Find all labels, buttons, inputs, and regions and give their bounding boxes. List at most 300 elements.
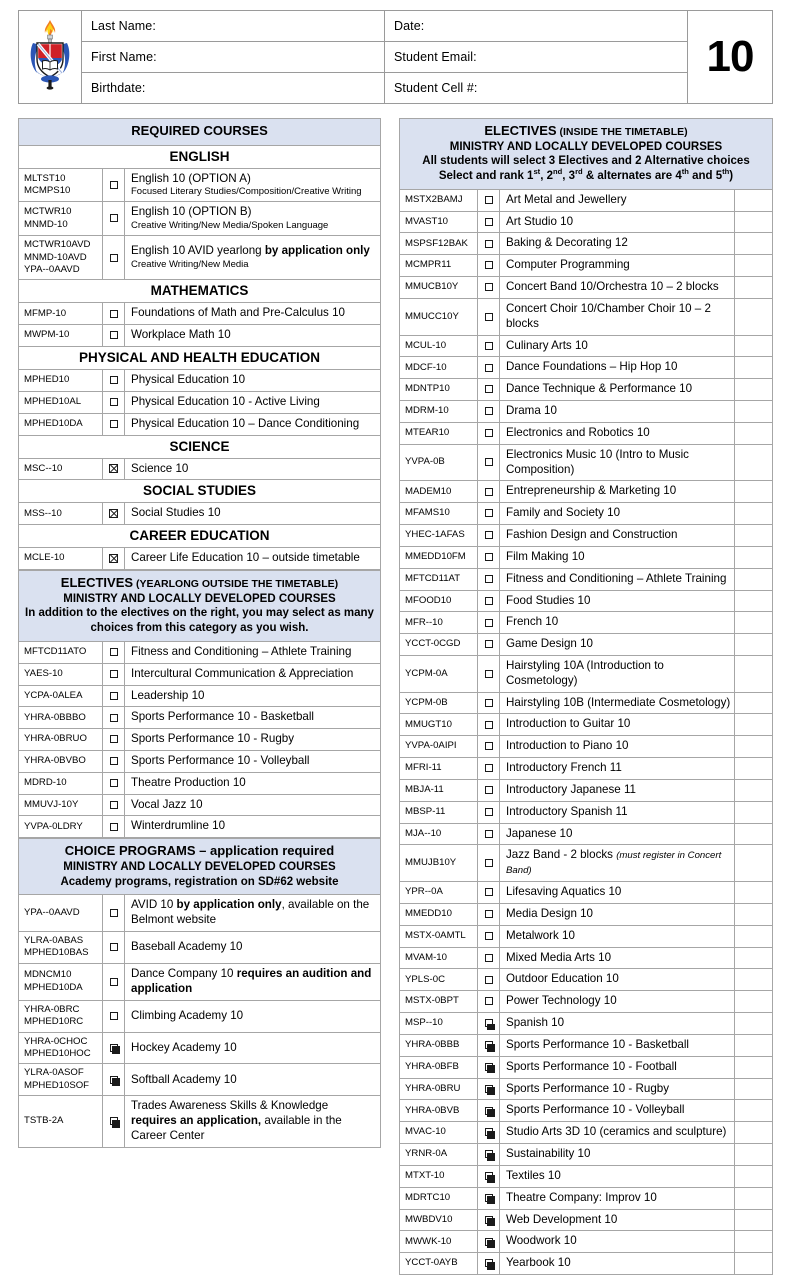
course-checkbox-cell[interactable] bbox=[478, 1078, 500, 1100]
course-checkbox-cell[interactable] bbox=[478, 211, 500, 233]
course-row[interactable] bbox=[400, 255, 773, 277]
checkbox-empty[interactable] bbox=[110, 970, 118, 993]
course-checkbox-cell[interactable] bbox=[103, 458, 125, 480]
course-checkbox-cell[interactable] bbox=[103, 370, 125, 392]
course-checkbox-cell[interactable] bbox=[478, 1056, 500, 1078]
course-row[interactable] bbox=[400, 823, 773, 845]
course-checkbox-cell[interactable] bbox=[103, 1096, 125, 1147]
course-row[interactable] bbox=[400, 357, 773, 379]
checkbox-empty[interactable] bbox=[485, 757, 493, 780]
course-row[interactable] bbox=[400, 546, 773, 568]
course-row[interactable] bbox=[19, 750, 381, 772]
checkbox-empty[interactable] bbox=[485, 232, 493, 255]
course-checkbox-cell[interactable] bbox=[478, 823, 500, 845]
course-code: MBSP-11 bbox=[400, 801, 478, 823]
course-checkbox-cell[interactable] bbox=[478, 801, 500, 823]
course-code: MDNTP10 bbox=[400, 379, 478, 401]
student-cell-label: Student Cell #: bbox=[385, 73, 688, 104]
checkbox-checked[interactable] bbox=[109, 547, 118, 570]
course-row[interactable] bbox=[19, 932, 381, 964]
course-rank-cell[interactable] bbox=[734, 1165, 772, 1187]
course-rank-cell[interactable] bbox=[734, 444, 772, 481]
course-checkbox-cell[interactable] bbox=[478, 277, 500, 299]
checkbox-empty[interactable] bbox=[485, 881, 493, 904]
course-checkbox-cell[interactable] bbox=[478, 634, 500, 656]
checkbox-empty[interactable] bbox=[485, 1055, 493, 1078]
course-checkbox-cell[interactable] bbox=[478, 845, 500, 882]
course-code: YHEC-1AFAS bbox=[400, 525, 478, 547]
course-row[interactable] bbox=[400, 714, 773, 736]
course-code: MMUJB10Y bbox=[400, 845, 478, 882]
course-row[interactable] bbox=[19, 236, 381, 280]
course-title: Media Design 10 bbox=[500, 903, 735, 925]
course-rank-cell[interactable] bbox=[734, 525, 772, 547]
course-rank-cell[interactable] bbox=[734, 298, 772, 335]
course-row[interactable] bbox=[400, 379, 773, 401]
checkbox-empty[interactable] bbox=[110, 901, 118, 924]
course-checkbox-cell[interactable] bbox=[478, 1209, 500, 1231]
course-code: MLTST10 MCMPS10 bbox=[19, 168, 103, 202]
checkbox-empty[interactable] bbox=[485, 421, 493, 444]
course-row[interactable] bbox=[19, 663, 381, 685]
checkbox-empty[interactable] bbox=[485, 691, 493, 714]
course-rank-cell[interactable] bbox=[734, 1034, 772, 1056]
course-rank-cell[interactable] bbox=[734, 1078, 772, 1100]
checkbox-empty[interactable] bbox=[485, 589, 493, 612]
course-checkbox-cell[interactable] bbox=[103, 236, 125, 280]
checkbox-empty[interactable] bbox=[485, 1186, 493, 1209]
course-row[interactable] bbox=[19, 503, 381, 525]
section-header-row bbox=[19, 435, 381, 458]
course-row[interactable] bbox=[400, 211, 773, 233]
checkbox-empty[interactable] bbox=[110, 935, 118, 958]
course-title: Dance Foundations – Hip Hop 10 bbox=[500, 357, 735, 379]
course-row[interactable] bbox=[400, 335, 773, 357]
checkbox-empty[interactable] bbox=[485, 523, 493, 546]
course-rank-cell[interactable] bbox=[734, 1253, 772, 1275]
checkbox-empty[interactable] bbox=[485, 946, 493, 969]
course-row[interactable] bbox=[400, 801, 773, 823]
course-rank-cell[interactable] bbox=[734, 612, 772, 634]
course-checkbox-cell[interactable] bbox=[478, 481, 500, 503]
checkbox-empty[interactable] bbox=[110, 815, 118, 838]
course-rank-cell[interactable] bbox=[734, 845, 772, 882]
course-checkbox-cell[interactable] bbox=[478, 1187, 500, 1209]
checkbox-empty[interactable] bbox=[485, 778, 493, 801]
course-row[interactable] bbox=[400, 903, 773, 925]
course-row[interactable] bbox=[19, 707, 381, 729]
course-checkbox-cell[interactable] bbox=[103, 963, 125, 1000]
course-checkbox-cell[interactable] bbox=[103, 303, 125, 325]
course-rank-cell[interactable] bbox=[734, 634, 772, 656]
course-checkbox-cell[interactable] bbox=[478, 298, 500, 335]
checkbox-empty[interactable] bbox=[485, 990, 493, 1013]
course-row[interactable] bbox=[400, 882, 773, 904]
checkbox-empty[interactable] bbox=[485, 480, 493, 503]
checkbox-empty[interactable] bbox=[485, 800, 493, 823]
course-rank-cell[interactable] bbox=[734, 903, 772, 925]
course-row[interactable] bbox=[400, 1122, 773, 1144]
checkbox-empty[interactable] bbox=[485, 378, 493, 401]
course-code: MDRTC10 bbox=[400, 1187, 478, 1209]
checkbox-empty[interactable] bbox=[110, 684, 118, 707]
course-checkbox-cell[interactable] bbox=[103, 641, 125, 663]
course-row[interactable] bbox=[19, 794, 381, 816]
course-rank-cell[interactable] bbox=[734, 379, 772, 401]
course-rank-cell[interactable] bbox=[734, 255, 772, 277]
checkbox-empty[interactable] bbox=[110, 1110, 118, 1133]
course-checkbox-cell[interactable] bbox=[103, 168, 125, 202]
checkbox-empty[interactable] bbox=[110, 662, 118, 685]
checkbox-empty[interactable] bbox=[485, 1011, 493, 1034]
checkbox-empty[interactable] bbox=[110, 706, 118, 729]
checkbox-empty[interactable] bbox=[485, 545, 493, 568]
course-row[interactable] bbox=[19, 729, 381, 751]
course-rank-cell[interactable] bbox=[734, 1013, 772, 1035]
course-row[interactable] bbox=[400, 656, 773, 693]
course-rank-cell[interactable] bbox=[734, 277, 772, 299]
course-checkbox-cell[interactable] bbox=[103, 202, 125, 236]
checkbox-empty[interactable] bbox=[110, 369, 118, 392]
course-rank-cell[interactable] bbox=[734, 481, 772, 503]
course-row[interactable] bbox=[400, 401, 773, 423]
course-row[interactable] bbox=[400, 525, 773, 547]
course-checkbox-cell[interactable] bbox=[478, 1100, 500, 1122]
checkbox-empty[interactable] bbox=[110, 640, 118, 663]
course-row[interactable] bbox=[19, 963, 381, 1000]
checkbox-empty[interactable] bbox=[485, 851, 493, 874]
course-rank-cell[interactable] bbox=[734, 1144, 772, 1166]
course-checkbox-cell[interactable] bbox=[478, 379, 500, 401]
course-checkbox-cell[interactable] bbox=[478, 503, 500, 525]
checkbox-empty[interactable] bbox=[110, 1068, 118, 1091]
course-rank-cell[interactable] bbox=[734, 969, 772, 991]
course-row[interactable] bbox=[19, 413, 381, 435]
course-row[interactable] bbox=[19, 1064, 381, 1096]
course-checkbox-cell[interactable] bbox=[103, 1064, 125, 1096]
course-row[interactable] bbox=[400, 422, 773, 444]
checkbox-empty[interactable] bbox=[485, 1164, 493, 1187]
checkbox-empty[interactable] bbox=[485, 1142, 493, 1165]
checkbox-empty[interactable] bbox=[110, 1036, 118, 1059]
course-rank-cell[interactable] bbox=[734, 233, 772, 255]
course-checkbox-cell[interactable] bbox=[103, 663, 125, 685]
course-checkbox-cell[interactable] bbox=[103, 325, 125, 347]
course-row[interactable] bbox=[400, 947, 773, 969]
course-rank-cell[interactable] bbox=[734, 823, 772, 845]
checkbox-empty[interactable] bbox=[485, 567, 493, 590]
checkbox-empty[interactable] bbox=[110, 207, 118, 230]
course-row[interactable] bbox=[19, 1032, 381, 1064]
course-checkbox-cell[interactable] bbox=[478, 758, 500, 780]
course-row[interactable] bbox=[400, 758, 773, 780]
course-checkbox-cell[interactable] bbox=[478, 736, 500, 758]
course-rank-cell[interactable] bbox=[734, 714, 772, 736]
course-rank-cell[interactable] bbox=[734, 1231, 772, 1253]
checkbox-empty[interactable] bbox=[485, 356, 493, 379]
course-title: Art Studio 10 bbox=[500, 211, 735, 233]
course-rank-cell[interactable] bbox=[734, 947, 772, 969]
course-checkbox-cell[interactable] bbox=[478, 714, 500, 736]
course-rank-cell[interactable] bbox=[734, 503, 772, 525]
checkbox-empty[interactable] bbox=[485, 1077, 493, 1100]
checkbox-empty[interactable] bbox=[110, 771, 118, 794]
course-checkbox-cell[interactable] bbox=[478, 1013, 500, 1035]
course-checkbox-cell[interactable] bbox=[478, 1231, 500, 1253]
course-checkbox-cell[interactable] bbox=[478, 903, 500, 925]
course-code: MPHED10 bbox=[19, 370, 103, 392]
course-checkbox-cell[interactable] bbox=[478, 947, 500, 969]
course-row[interactable] bbox=[400, 444, 773, 481]
course-row[interactable] bbox=[400, 925, 773, 947]
course-checkbox-cell[interactable] bbox=[103, 816, 125, 838]
course-rank-cell[interactable] bbox=[734, 590, 772, 612]
course-checkbox-cell[interactable] bbox=[478, 1122, 500, 1144]
course-checkbox-cell[interactable] bbox=[103, 932, 125, 964]
course-row[interactable] bbox=[19, 325, 381, 347]
course-checkbox-cell[interactable] bbox=[103, 772, 125, 794]
course-checkbox-cell[interactable] bbox=[478, 189, 500, 211]
course-checkbox-cell[interactable] bbox=[103, 1032, 125, 1064]
course-row[interactable] bbox=[19, 895, 381, 932]
checkbox-empty[interactable] bbox=[110, 390, 118, 413]
checkbox-empty[interactable] bbox=[110, 793, 118, 816]
checkbox-empty[interactable] bbox=[485, 1252, 493, 1275]
course-code: TSTB-2A bbox=[19, 1096, 103, 1147]
course-checkbox-cell[interactable] bbox=[478, 779, 500, 801]
checkbox-empty[interactable] bbox=[485, 254, 493, 277]
course-code: YCPM-0A bbox=[400, 656, 478, 693]
course-checkbox-cell[interactable] bbox=[478, 525, 500, 547]
course-row[interactable] bbox=[400, 736, 773, 758]
checkbox-empty[interactable] bbox=[485, 502, 493, 525]
course-rank-cell[interactable] bbox=[734, 211, 772, 233]
course-row[interactable] bbox=[400, 1100, 773, 1122]
course-rank-cell[interactable] bbox=[734, 1100, 772, 1122]
course-rank-cell[interactable] bbox=[734, 779, 772, 801]
course-code: MTXT-10 bbox=[400, 1165, 478, 1187]
required-courses-body bbox=[19, 119, 381, 146]
course-row[interactable] bbox=[19, 168, 381, 202]
course-checkbox-cell[interactable] bbox=[478, 692, 500, 714]
checkbox-checked[interactable] bbox=[109, 457, 118, 480]
checkbox-empty[interactable] bbox=[485, 1033, 493, 1056]
course-title: Science 10 bbox=[125, 458, 381, 480]
course-checkbox-cell[interactable] bbox=[478, 991, 500, 1013]
birthdate-label: Birthdate: bbox=[82, 73, 385, 104]
checkbox-empty[interactable] bbox=[485, 968, 493, 991]
course-row[interactable] bbox=[19, 641, 381, 663]
course-checkbox-cell[interactable] bbox=[103, 685, 125, 707]
checkbox-empty[interactable] bbox=[485, 735, 493, 758]
course-rank-cell[interactable] bbox=[734, 801, 772, 823]
course-row[interactable] bbox=[19, 202, 381, 236]
course-checkbox-cell[interactable] bbox=[103, 707, 125, 729]
course-checkbox-cell[interactable] bbox=[478, 925, 500, 947]
course-code: YHRA-0CHOC MPHED10HOC bbox=[19, 1032, 103, 1064]
course-checkbox-cell[interactable] bbox=[478, 612, 500, 634]
checkbox-empty[interactable] bbox=[485, 662, 493, 685]
course-row[interactable] bbox=[19, 303, 381, 325]
course-rank-cell[interactable] bbox=[734, 1187, 772, 1209]
checkbox-empty[interactable] bbox=[110, 173, 118, 196]
course-rank-cell[interactable] bbox=[734, 925, 772, 947]
course-rank-cell[interactable] bbox=[734, 991, 772, 1013]
checkbox-empty[interactable] bbox=[110, 246, 118, 269]
checkbox-empty[interactable] bbox=[485, 611, 493, 634]
course-row[interactable] bbox=[400, 1034, 773, 1056]
course-checkbox-cell[interactable] bbox=[478, 590, 500, 612]
checkbox-empty[interactable] bbox=[485, 399, 493, 422]
checkbox-empty[interactable] bbox=[485, 188, 493, 211]
course-row[interactable] bbox=[400, 845, 773, 882]
course-row[interactable] bbox=[19, 1000, 381, 1032]
course-row[interactable] bbox=[400, 590, 773, 612]
course-checkbox-cell[interactable] bbox=[478, 335, 500, 357]
course-row[interactable] bbox=[400, 779, 773, 801]
course-checkbox-cell[interactable] bbox=[478, 233, 500, 255]
course-checkbox-cell[interactable] bbox=[103, 729, 125, 751]
checkbox-empty[interactable] bbox=[485, 210, 493, 233]
course-checkbox-cell[interactable] bbox=[478, 1034, 500, 1056]
course-row[interactable] bbox=[19, 391, 381, 413]
course-row[interactable] bbox=[19, 685, 381, 707]
checkbox-empty[interactable] bbox=[485, 902, 493, 925]
course-code: MCTWR10AVD MNMD-10AVD YPA--0AAVD bbox=[19, 236, 103, 280]
course-row[interactable] bbox=[19, 370, 381, 392]
course-row[interactable] bbox=[19, 1096, 381, 1147]
yearlong-electives-line3: In addition to the electives on the right, you may select as many choices from this category as you wish. bbox=[25, 607, 374, 635]
course-row[interactable] bbox=[19, 816, 381, 838]
course-row[interactable] bbox=[400, 1209, 773, 1231]
checkbox-empty[interactable] bbox=[485, 276, 493, 299]
checkbox-empty[interactable] bbox=[110, 728, 118, 751]
checkbox-empty[interactable] bbox=[110, 749, 118, 772]
course-code: YHRA-0BRU bbox=[400, 1078, 478, 1100]
course-checkbox-cell[interactable] bbox=[478, 401, 500, 423]
course-checkbox-cell[interactable] bbox=[103, 895, 125, 932]
course-rank-cell[interactable] bbox=[734, 189, 772, 211]
checkbox-empty[interactable] bbox=[110, 412, 118, 435]
course-rank-cell[interactable] bbox=[734, 656, 772, 693]
course-rank-cell[interactable] bbox=[734, 736, 772, 758]
course-checkbox-cell[interactable] bbox=[103, 750, 125, 772]
course-checkbox-cell[interactable] bbox=[478, 444, 500, 481]
course-code: YHRA-0BBB bbox=[400, 1034, 478, 1056]
course-checkbox-cell[interactable] bbox=[478, 656, 500, 693]
course-code: MCUL-10 bbox=[400, 335, 478, 357]
checkbox-empty[interactable] bbox=[110, 302, 118, 325]
course-row[interactable] bbox=[19, 548, 381, 570]
course-row[interactable] bbox=[400, 1231, 773, 1253]
section-header: ENGLISH bbox=[19, 145, 381, 168]
course-checkbox-cell[interactable] bbox=[103, 794, 125, 816]
course-row[interactable] bbox=[400, 1056, 773, 1078]
course-checkbox-cell[interactable] bbox=[103, 548, 125, 570]
checkbox-empty[interactable] bbox=[110, 324, 118, 347]
course-rank-cell[interactable] bbox=[734, 546, 772, 568]
course-checkbox-cell[interactable] bbox=[103, 1000, 125, 1032]
checkbox-empty[interactable] bbox=[485, 1208, 493, 1231]
course-row[interactable] bbox=[19, 772, 381, 794]
checkbox-empty[interactable] bbox=[485, 1099, 493, 1122]
course-checkbox-cell[interactable] bbox=[478, 969, 500, 991]
course-row[interactable] bbox=[400, 612, 773, 634]
checkbox-empty[interactable] bbox=[485, 713, 493, 736]
course-row[interactable] bbox=[19, 458, 381, 480]
checkbox-empty[interactable] bbox=[485, 334, 493, 357]
course-code: YVPA-0B bbox=[400, 444, 478, 481]
course-checkbox-cell[interactable] bbox=[478, 546, 500, 568]
course-row[interactable] bbox=[400, 189, 773, 211]
course-checkbox-cell[interactable] bbox=[103, 391, 125, 413]
course-checkbox-cell[interactable] bbox=[103, 413, 125, 435]
checkbox-empty[interactable] bbox=[485, 1121, 493, 1144]
course-row[interactable] bbox=[400, 1144, 773, 1166]
course-row[interactable] bbox=[400, 568, 773, 590]
checkbox-empty[interactable] bbox=[485, 822, 493, 845]
course-rank-cell[interactable] bbox=[734, 422, 772, 444]
checkbox-empty[interactable] bbox=[485, 924, 493, 947]
course-code: MVAC-10 bbox=[400, 1122, 478, 1144]
course-checkbox-cell[interactable] bbox=[103, 503, 125, 525]
course-checkbox-cell[interactable] bbox=[478, 1165, 500, 1187]
course-rank-cell[interactable] bbox=[734, 568, 772, 590]
course-rank-cell[interactable] bbox=[734, 357, 772, 379]
course-checkbox-cell[interactable] bbox=[478, 1144, 500, 1166]
course-rank-cell[interactable] bbox=[734, 692, 772, 714]
course-row[interactable] bbox=[400, 298, 773, 335]
course-row[interactable] bbox=[400, 1187, 773, 1209]
course-rank-cell[interactable] bbox=[734, 758, 772, 780]
course-title: Sustainability 10 bbox=[500, 1144, 735, 1166]
course-row[interactable] bbox=[400, 1165, 773, 1187]
course-row[interactable] bbox=[400, 233, 773, 255]
course-row[interactable] bbox=[400, 503, 773, 525]
course-rank-cell[interactable] bbox=[734, 882, 772, 904]
checkbox-empty[interactable] bbox=[485, 305, 493, 328]
course-row[interactable] bbox=[400, 1253, 773, 1275]
required-courses-table bbox=[18, 118, 381, 570]
course-code: YLRA-0ASOF MPHED10SOF bbox=[19, 1064, 103, 1096]
course-checkbox-cell[interactable] bbox=[478, 357, 500, 379]
course-row[interactable] bbox=[400, 277, 773, 299]
course-rank-cell[interactable] bbox=[734, 1209, 772, 1231]
course-rank-cell[interactable] bbox=[734, 335, 772, 357]
checkbox-checked[interactable] bbox=[109, 502, 118, 525]
course-row[interactable] bbox=[400, 1013, 773, 1035]
course-checkbox-cell[interactable] bbox=[478, 1253, 500, 1275]
course-checkbox-cell[interactable] bbox=[478, 422, 500, 444]
checkbox-empty[interactable] bbox=[485, 451, 493, 474]
checkbox-empty[interactable] bbox=[485, 633, 493, 656]
course-row[interactable] bbox=[400, 991, 773, 1013]
course-row[interactable] bbox=[400, 969, 773, 991]
timetable-electives-line3: All students will select 3 Electives and 2 Alternative choices bbox=[422, 155, 750, 168]
course-checkbox-cell[interactable] bbox=[478, 568, 500, 590]
course-rank-cell[interactable] bbox=[734, 401, 772, 423]
course-row[interactable] bbox=[400, 692, 773, 714]
course-row[interactable] bbox=[400, 481, 773, 503]
course-checkbox-cell[interactable] bbox=[478, 882, 500, 904]
course-checkbox-cell[interactable] bbox=[478, 255, 500, 277]
course-row[interactable] bbox=[400, 634, 773, 656]
course-title: Outdoor Education 10 bbox=[500, 969, 735, 991]
course-rank-cell[interactable] bbox=[734, 1122, 772, 1144]
course-rank-cell[interactable] bbox=[734, 1056, 772, 1078]
course-row[interactable] bbox=[400, 1078, 773, 1100]
checkbox-empty[interactable] bbox=[485, 1230, 493, 1253]
